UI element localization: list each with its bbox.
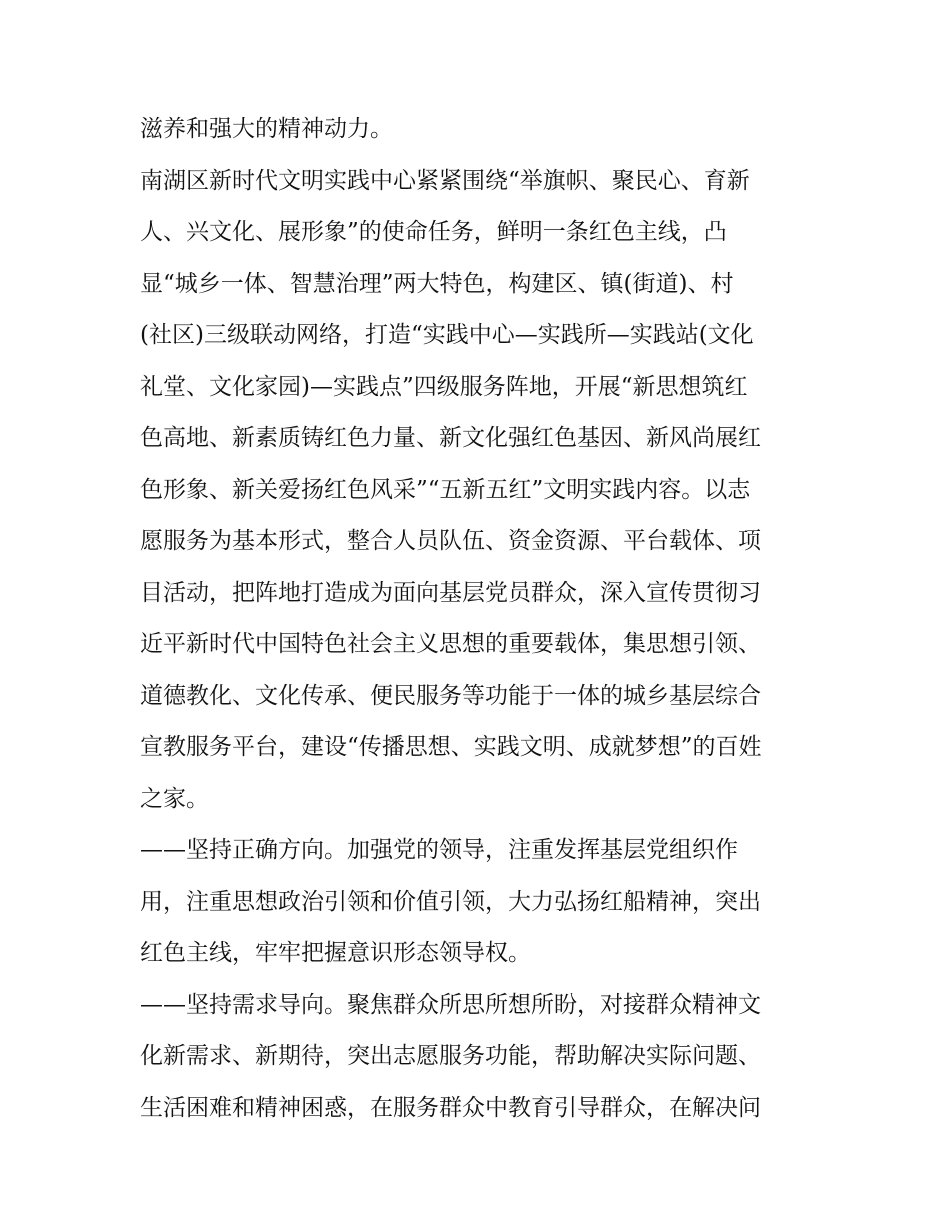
- text-line: 化新需求、新期待，突出志愿服务功能，帮助解决实际问题、: [140, 1043, 761, 1069]
- text-line: 色形象、新关爱扬红色风采”“五新五红”文明实践内容。以志: [140, 476, 751, 503]
- text-line: 礼堂、文化家园)—实践点”四级服务阵地，开展“新思想筑红: [140, 373, 748, 400]
- text-line: 色高地、新素质铸红色力量、新文化强红色基因、新风尚展红: [140, 425, 761, 451]
- text-line: 滋养和强大的精神动力。: [140, 116, 393, 142]
- document-body: [140, 107, 820, 1137]
- text-line: 显“城乡一体、智慧治理”两大特色，构建区、镇(街道)、村: [140, 270, 734, 297]
- text-line: 红色主线，牢牢把握意识形态领导权。: [140, 940, 531, 966]
- text-line: 宣教服务平台，建设“传播思想、实践文明、成就梦想”的百姓: [140, 734, 762, 760]
- text-line: 近平新时代中国特色社会主义思想的重要载体，集思想引领、: [140, 631, 761, 657]
- text-line: 南湖区新时代文明实践中心紧紧围绕“举旗帜、聚民心、育新: [140, 167, 750, 194]
- text-line: ——坚持需求导向。聚焦群众所思所想所盼，对接群众精神文: [140, 991, 761, 1018]
- text-line: (社区)三级联动网络，打造“实践中心—实践所—实践站(文化: [140, 322, 754, 348]
- text-line: 生活困难和精神困惑，在服务群众中教育引导群众，在解决问: [140, 1094, 761, 1121]
- text-line: 人、兴文化、展形象”的使命任务，鲜明一条红色主线，凸: [140, 219, 727, 245]
- text-line: 目活动，把阵地打造成为面向基层党员群众，深入宣传贯彻习: [140, 579, 761, 606]
- text-line: 道德教化、文化传承、便民服务等功能于一体的城乡基层综合: [140, 682, 761, 709]
- text-line: ——坚持正确方向。加强党的领导，注重发挥基层党组织作: [140, 837, 738, 863]
- text-line: 用，注重思想政治引领和价值引领，大力弘扬红船精神，突出: [140, 888, 761, 915]
- text-line: 愿服务为基本形式，整合人员队伍、资金资源、平台载体、项: [140, 528, 761, 554]
- text-line: 之家。: [140, 785, 209, 812]
